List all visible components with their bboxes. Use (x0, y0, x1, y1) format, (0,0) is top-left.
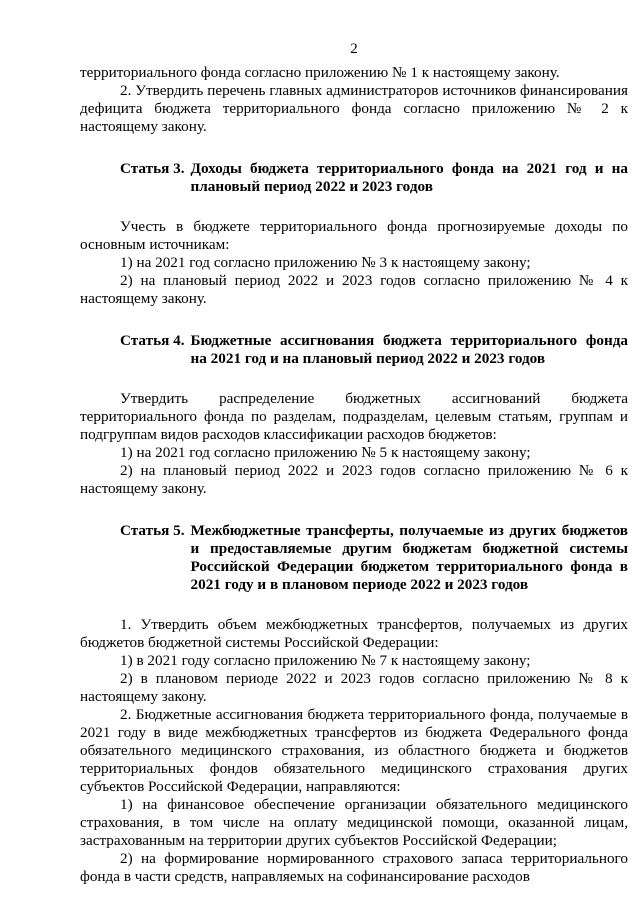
article-5-heading (80, 522, 628, 594)
article-title: Межбюджетные трансферты, получаемые из других бюджетов и предоставляемые другим бюджетам бюджетной системы Российской Федерации бюджетом территориального фонда в 2021 году и в плановом периоде 2022 и 2023 годов (190, 522, 628, 593)
page-number: 2 (350, 41, 358, 57)
article-number: Статья 5. (120, 522, 185, 539)
paragraph: 1) на 2021 год согласно приложению № 3 к настоящему закону; (120, 254, 531, 271)
document-page (80, 40, 628, 886)
paragraph: 1) на 2021 год согласно приложению № 5 к настоящему закону; (120, 444, 531, 461)
paragraph: 2) на плановый период 2022 и 2023 годов согласно приложению № 6 к настоящему закону. (80, 462, 628, 497)
paragraph: 1) в 2021 году согласно приложению № 7 к настоящему закону; (120, 652, 531, 669)
paragraph: 1. Утвердить объем межбюджетных трансфертов, получаемых из других бюджетов бюджетной системы Российской Федерации: (80, 616, 628, 651)
article-4-heading (80, 332, 628, 368)
article-title: Доходы бюджета территориального фонда на 2021 год и на плановый период 2022 и 2023 годов (190, 160, 628, 195)
paragraph: 2) на формирование нормированного страхового запаса территориального фонда в части средств, направляемых на софинансирование расходов (80, 850, 628, 885)
paragraph: 2) на плановый период 2022 и 2023 годов согласно приложению № 4 к настоящему закону. (80, 272, 628, 307)
paragraph: Утвердить распределение бюджетных ассигнований бюджета территориального фонда по разделам, подразделам, целевым статьям, группам и подгруппам видов расходов классификации расходов бюджетов: (80, 390, 628, 443)
article-3-heading (80, 160, 628, 196)
paragraph: территориального фонда согласно приложению № 1 к настоящему закону. (80, 64, 560, 81)
paragraph: 2. Утвердить перечень главных администраторов источников финансирования дефицита бюджета территориального фонда согласно приложению № 2 к настоящему закону. (80, 82, 628, 135)
paragraph: 1) на финансовое обеспечение организации обязательного медицинского страхования, в том числе на оплату медицинской помощи, оказанной лицам, застрахованным на территории других субъектов Российской Федерации; (80, 796, 628, 849)
paragraph: Учесть в бюджете территориального фонда прогнозируемые доходы по основным источникам: (80, 218, 628, 253)
paragraph: 2. Бюджетные ассигнования бюджета территориального фонда, получаемые в 2021 году в виде межбюджетных трансфертов из бюджета Федерального фонда обязательного медицинского страхования, из областного бюджета и бюджетов территориальных фондов обязательного медицинского страхования других субъектов Российской Федерации, направляются: (80, 706, 628, 795)
paragraph: 2) в плановом периоде 2022 и 2023 годов согласно приложению № 8 к настоящему закону. (80, 670, 628, 705)
article-number: Статья 4. (120, 332, 185, 349)
article-title: Бюджетные ассигнования бюджета территориального фонда на 2021 год и на плановый период 2022 и 2023 годов (190, 332, 628, 367)
article-number: Статья 3. (120, 160, 185, 177)
